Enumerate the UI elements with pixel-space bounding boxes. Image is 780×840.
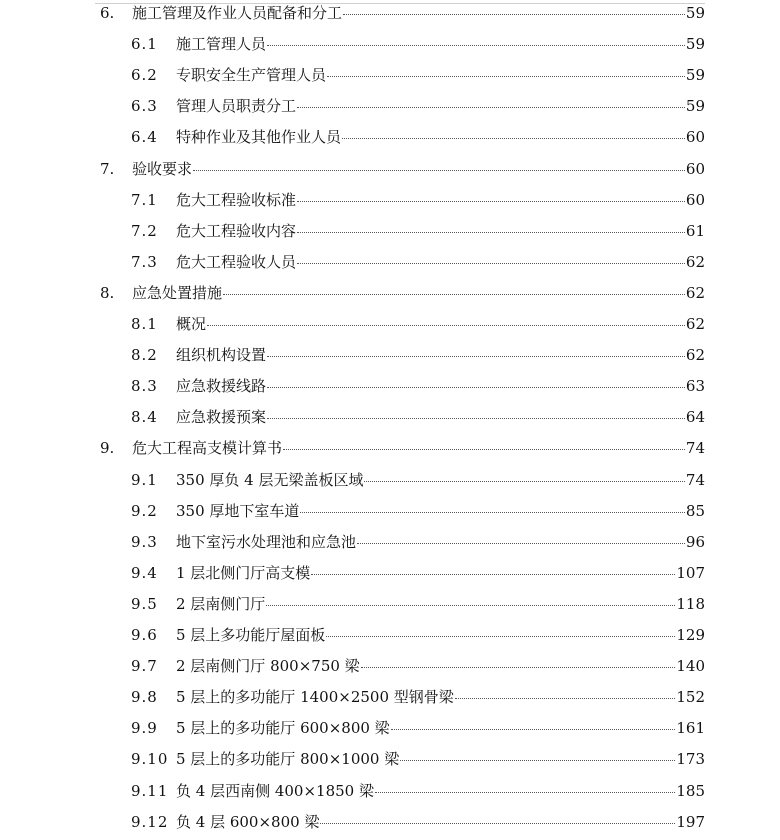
toc-section-entry[interactable] — [131, 717, 705, 739]
toc-section-entry[interactable] — [131, 655, 705, 677]
toc-dot-leader — [375, 792, 675, 793]
toc-page-number: 85 — [685, 501, 705, 520]
toc-entry-number: 6.3 — [131, 97, 158, 116]
toc-entry-title: 5 层上的多功能厅 800×1000 梁 — [176, 750, 400, 769]
toc-dot-leader — [357, 543, 685, 544]
toc-dot-leader — [327, 76, 685, 77]
toc-dot-leader — [267, 418, 685, 419]
toc-page-number: 60 — [685, 159, 705, 178]
toc-page-number: 74 — [685, 470, 705, 489]
toc-entry-number: 8.4 — [131, 408, 158, 427]
toc-page-number: 59 — [685, 4, 705, 22]
toc-dot-leader — [400, 760, 675, 761]
toc-dot-leader — [361, 667, 676, 668]
toc-page-number: 60 — [685, 128, 705, 147]
toc-entry-number: 8.2 — [131, 346, 158, 365]
toc-page-number: 140 — [676, 657, 705, 676]
toc-dot-leader — [311, 574, 675, 575]
toc-entry-title: 危大工程高支模计算书 — [132, 439, 283, 458]
toc-entry-number: 8.1 — [131, 315, 158, 333]
toc-dot-leader — [297, 107, 685, 108]
toc-entry-number: 9.10 — [131, 750, 169, 769]
toc-dot-leader — [364, 481, 684, 482]
toc-entry-title: 地下室污水处理池和应急池 — [176, 532, 357, 551]
toc-entry-title: 应急处置措施 — [132, 283, 223, 302]
toc-section-entry[interactable] — [131, 375, 705, 397]
toc-section-entry[interactable] — [131, 780, 705, 802]
toc-page-number: 62 — [685, 283, 705, 302]
toc-section-entry[interactable] — [131, 189, 705, 211]
toc-page-number: 61 — [685, 221, 705, 240]
toc-entry-number: 6.2 — [131, 66, 158, 85]
toc-entry-title: 施工管理及作业人员配备和分工 — [132, 4, 343, 22]
toc-entry-title: 应急救援线路 — [176, 377, 267, 396]
toc-entry-number: 7.3 — [131, 252, 158, 271]
toc-dot-leader — [267, 356, 685, 357]
toc-entry-number: 9.6 — [131, 626, 158, 644]
toc-dot-leader — [267, 387, 685, 388]
toc-entry-number: 9. — [100, 439, 115, 458]
toc-dot-leader — [343, 14, 685, 15]
toc-page-number: 64 — [685, 408, 705, 427]
toc-entry-number: 7.1 — [131, 190, 158, 209]
toc-section-entry[interactable] — [131, 531, 705, 553]
toc-entry-title: 管理人员职责分工 — [176, 97, 297, 116]
toc-entry-title: 施工管理人员 — [176, 35, 267, 54]
toc-entry-number: 9.1 — [131, 470, 158, 489]
toc-entry-number: 9.3 — [131, 532, 158, 551]
toc-page-number: 63 — [685, 377, 705, 396]
toc-section-entry[interactable] — [131, 406, 705, 428]
toc-page-number: 60 — [685, 190, 705, 209]
toc-dot-leader — [267, 45, 685, 46]
toc-page-number: 74 — [685, 439, 705, 458]
toc-entry-number: 6.4 — [131, 128, 158, 147]
toc-chapter-entry[interactable] — [100, 282, 705, 304]
toc-section-entry[interactable] — [131, 811, 705, 833]
toc-entry-number: 7.2 — [131, 221, 158, 240]
toc-page-number: 96 — [685, 532, 705, 551]
toc-entry-title: 5 层上的多功能厅 600×800 梁 — [176, 719, 390, 738]
toc-section-entry[interactable] — [131, 562, 705, 584]
toc-page-number: 152 — [676, 688, 705, 707]
toc-dot-leader — [300, 512, 685, 513]
toc-entry-number: 9.12 — [131, 812, 169, 831]
toc-section-entry[interactable] — [131, 344, 705, 366]
toc-section-entry[interactable] — [131, 64, 705, 86]
toc-entry-title: 5 层上多功能厅屋面板 — [176, 626, 326, 644]
toc-dot-leader — [283, 449, 685, 450]
toc-entry-number: 9.5 — [131, 594, 158, 613]
toc-dot-leader — [297, 201, 685, 202]
toc-entry-number: 9.2 — [131, 501, 158, 520]
toc-entry-title: 5 层上的多功能厅 1400×2500 型钢骨梁 — [176, 688, 454, 707]
toc-entry-title: 危大工程验收内容 — [176, 221, 297, 240]
toc-entry-number: 9.11 — [131, 781, 169, 800]
toc-dot-leader — [297, 263, 685, 264]
toc-dot-leader — [391, 729, 676, 730]
toc-entry-number: 8.3 — [131, 377, 158, 396]
toc-page-number: 59 — [685, 35, 705, 54]
toc-entry-title: 2 层南侧门厅 — [176, 594, 266, 613]
toc-section-entry[interactable] — [131, 220, 705, 242]
toc-entry-number: 6. — [100, 4, 115, 22]
toc-page-number: 107 — [676, 563, 705, 582]
toc-entry-title: 危大工程验收人员 — [176, 252, 297, 271]
toc-dot-leader — [297, 232, 685, 233]
toc-dot-leader — [223, 294, 685, 295]
toc-entry-number: 9.8 — [131, 688, 158, 707]
toc-entry-title: 350 厚地下室车道 — [176, 501, 300, 520]
toc-entry-title: 特种作业及其他作业人员 — [176, 128, 342, 147]
toc-entry-title: 应急救援预案 — [176, 408, 267, 427]
toc-entry-number: 8. — [100, 283, 115, 302]
toc-page-number: 62 — [685, 252, 705, 271]
toc-dot-leader — [455, 698, 676, 699]
toc-dot-leader — [207, 325, 685, 326]
toc-entry-title: 验收要求 — [132, 159, 193, 178]
toc-page-number: 59 — [685, 97, 705, 116]
toc-page-number: 129 — [676, 626, 705, 644]
toc-section-entry[interactable] — [131, 251, 705, 273]
toc-entry-title: 概况 — [176, 315, 207, 333]
toc-entry-title: 危大工程验收标准 — [176, 190, 297, 209]
toc-section-entry[interactable] — [131, 33, 705, 55]
toc-section-entry[interactable] — [131, 686, 705, 708]
toc-page-number: 197 — [676, 812, 705, 831]
toc-entry-title: 组织机构设置 — [176, 346, 267, 365]
toc-section-entry[interactable] — [131, 469, 705, 491]
toc-page-number: 161 — [676, 719, 705, 738]
toc-entry-number: 6.1 — [131, 35, 158, 54]
toc-entry-number: 7. — [100, 159, 115, 178]
toc-entry-title: 2 层南侧门厅 800×750 梁 — [176, 657, 360, 676]
toc-page-number: 59 — [685, 66, 705, 85]
toc-page-number: 62 — [685, 346, 705, 365]
toc-section-entry[interactable] — [131, 500, 705, 522]
toc-entry-title: 负 4 层 600×800 梁 — [176, 812, 320, 831]
toc-entry-number: 9.4 — [131, 563, 158, 582]
toc-section-entry[interactable] — [131, 593, 705, 615]
toc-page-number: 185 — [676, 781, 705, 800]
toc-dot-leader — [320, 823, 675, 824]
toc-chapter-entry[interactable] — [100, 437, 705, 459]
toc-page-number: 173 — [676, 750, 705, 769]
toc-entry-number: 9.7 — [131, 657, 158, 676]
toc-dot-leader — [342, 138, 685, 139]
toc-entry-title: 350 厚负 4 层无梁盖板区域 — [176, 470, 364, 489]
toc-section-entry[interactable] — [131, 313, 705, 335]
toc-section-entry[interactable] — [131, 126, 705, 148]
toc-entry-number: 9.9 — [131, 719, 158, 738]
toc-section-entry[interactable] — [131, 95, 705, 117]
toc-chapter-entry[interactable] — [100, 158, 705, 180]
toc-section-entry[interactable] — [131, 624, 705, 646]
toc-page-number: 118 — [676, 594, 705, 613]
toc-entry-title: 负 4 层西南侧 400×1850 梁 — [176, 781, 374, 800]
toc-chapter-entry[interactable] — [100, 2, 705, 24]
toc-page-number: 62 — [685, 315, 705, 333]
toc-entry-title: 1 层北侧门厅高支模 — [176, 563, 311, 582]
toc-dot-leader — [193, 170, 685, 171]
toc-dot-leader — [326, 636, 675, 637]
toc-section-entry[interactable] — [131, 748, 705, 770]
toc-dot-leader — [266, 605, 675, 606]
toc-entry-title: 专职安全生产管理人员 — [176, 66, 327, 85]
